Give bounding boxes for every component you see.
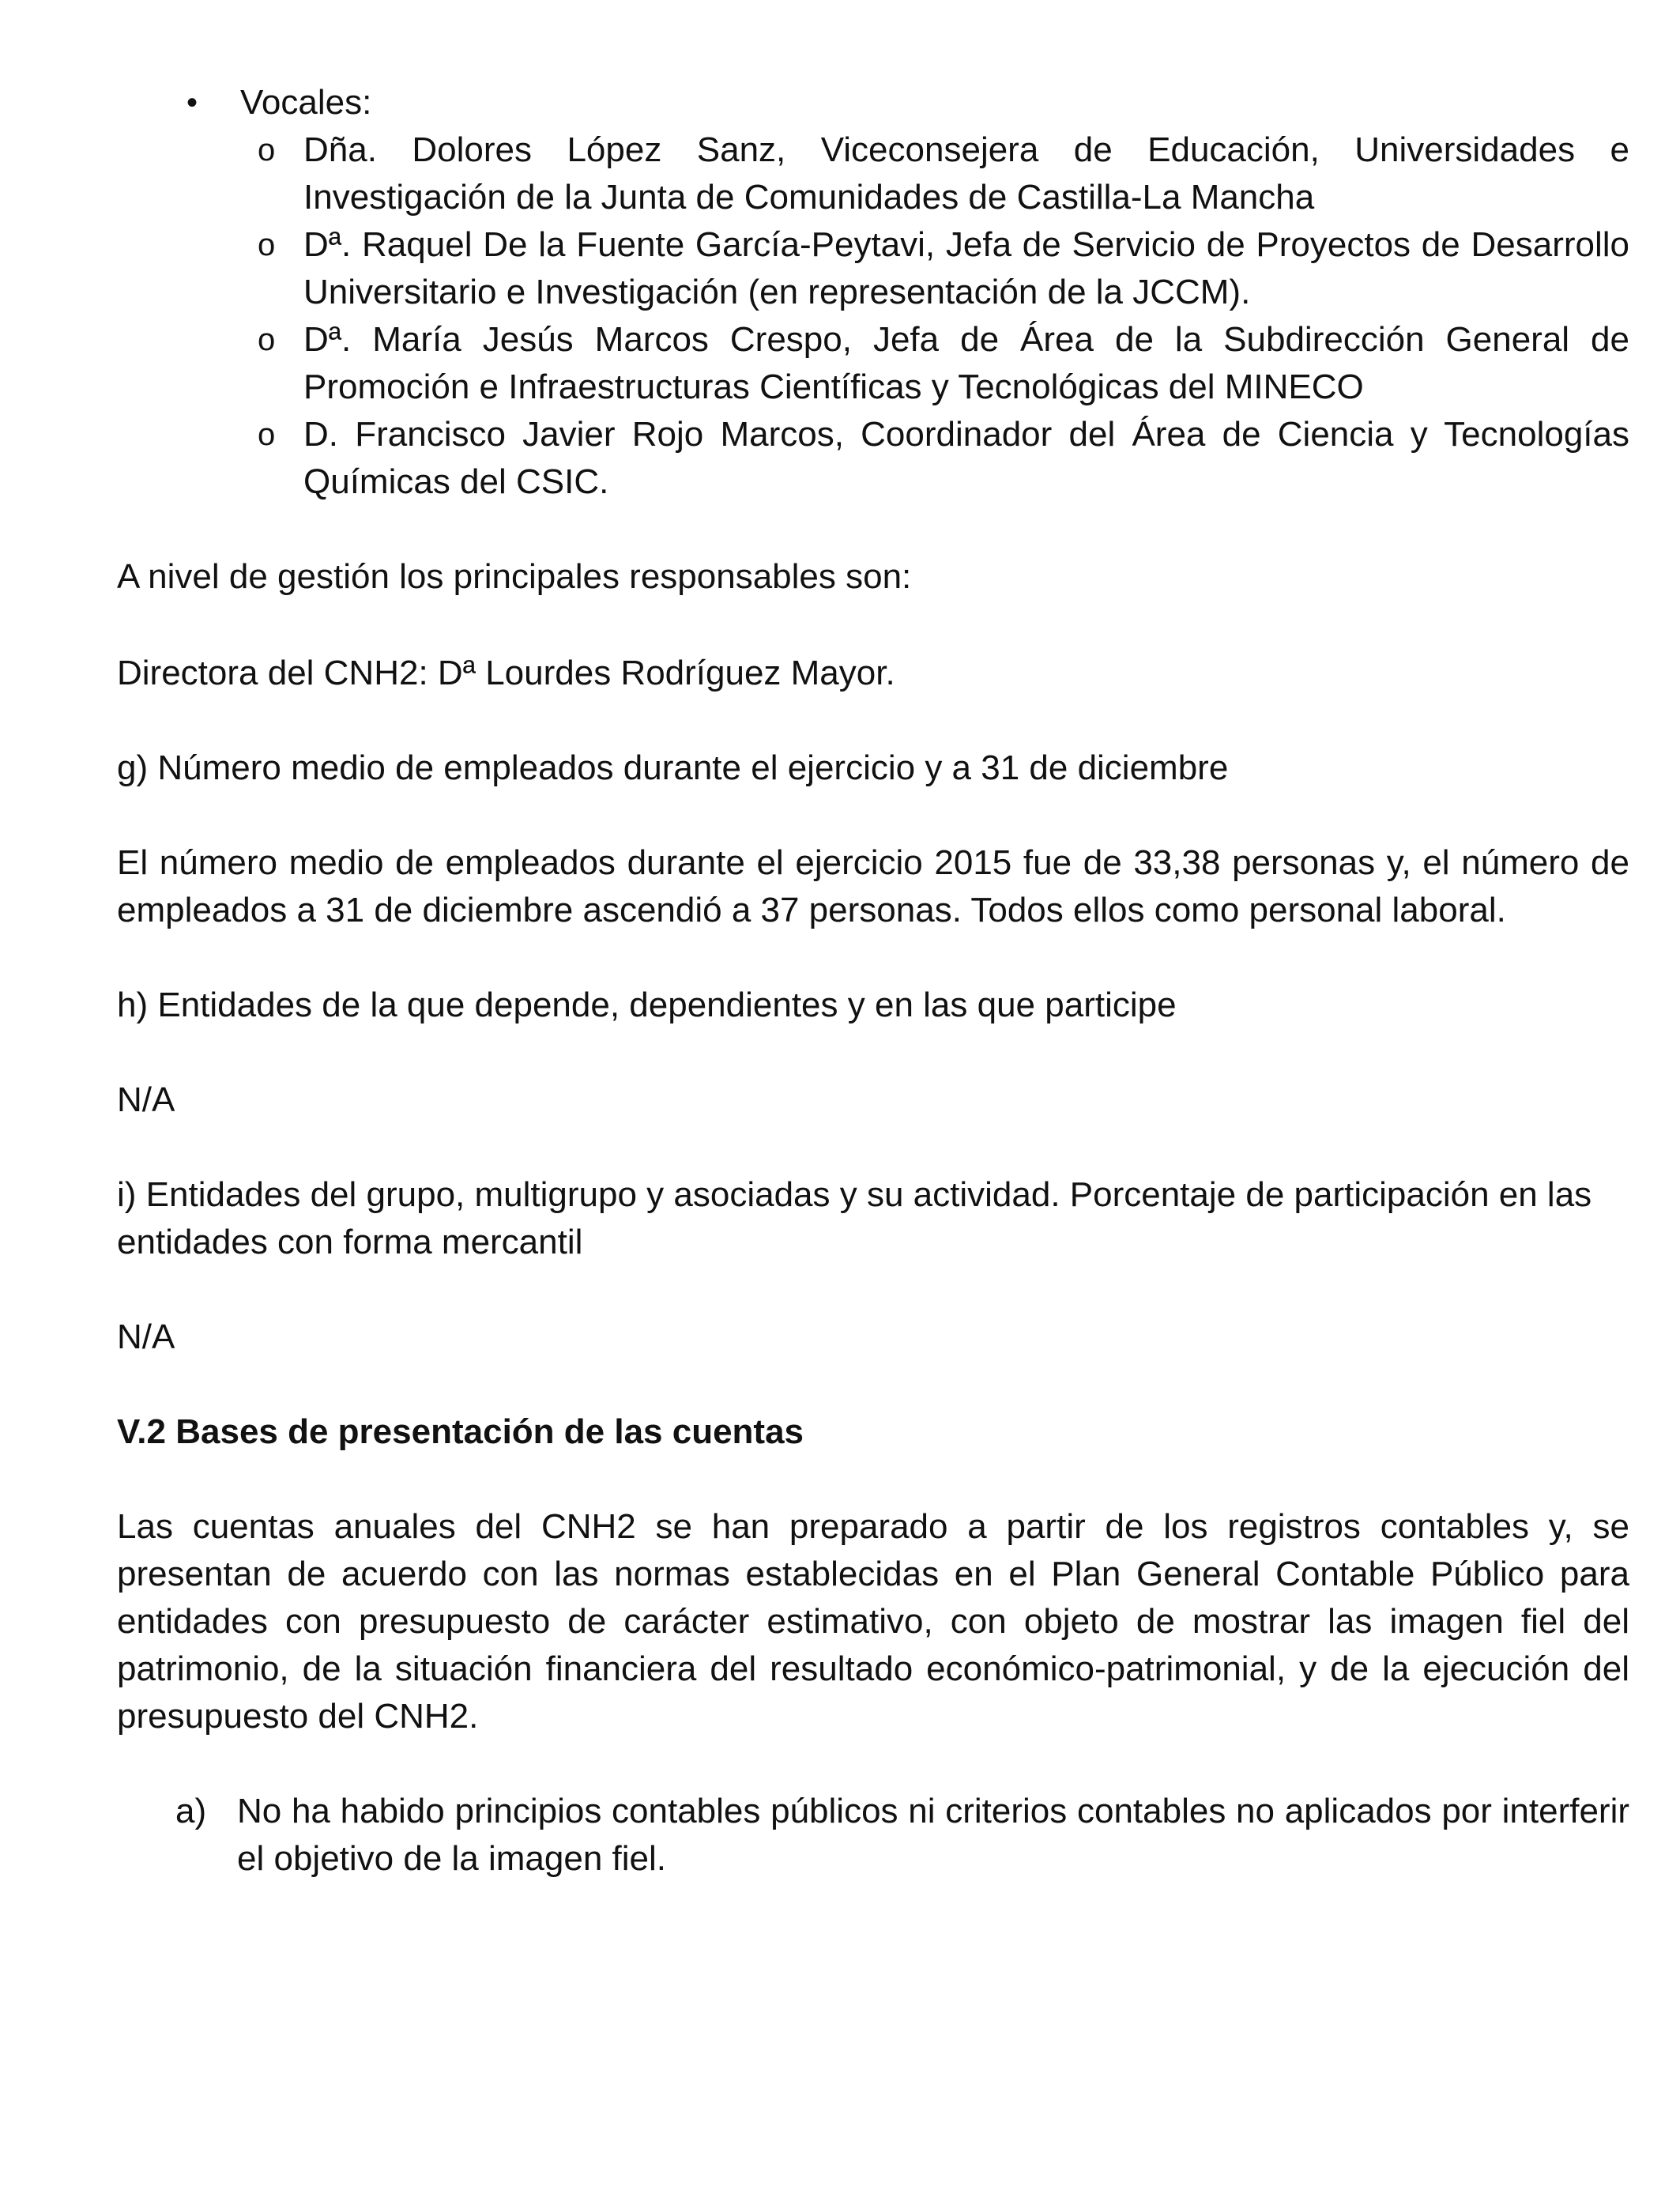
circle-bullet-icon: o (258, 228, 276, 262)
vocal-text: Dña. Dolores López Sanz, Viceconsejera de Educación, Universidades e Investigación de la Junta de Comunidades de Castilla-La Mancha (303, 130, 1629, 217)
circle-bullet-icon: o (258, 322, 276, 357)
vocales-list (117, 126, 1629, 506)
list-item-text: No ha habido principios contables públicos ni criterios contables no aplicados por interferir el objetivo de la imagen fiel. (237, 1792, 1629, 1878)
section-i-title: i) Entidades del grupo, multigrupo y asociadas y su actividad. Porcentaje de participación en las entidades con forma mercantil (117, 1175, 1592, 1261)
list-marker: a) (175, 1792, 207, 1830)
section-v2-heading: V.2 Bases de presentación de las cuentas (117, 1412, 804, 1451)
section-v2-body: Las cuentas anuales del CNH2 se han preparado a partir de los registros contables y, se presentan de acuerdo con las normas establecidas en el Plan General Contable Público para entidades con presupuesto de carácter estimativo, con objeto de mostrar las imagen fiel del patrimonio, de la situación financiera del resultado económico-patrimonial, y de la ejecución del presupuesto del CNH2. (117, 1507, 1629, 1736)
section-g-body: El número medio de empleados durante el ejercicio 2015 fue de 33,38 personas y, el número de empleados a 31 de diciembre ascendió a 37 personas. Todos ellos como personal laboral. (117, 843, 1629, 929)
vocales-label: Vocales: (240, 83, 372, 122)
document-page (117, 79, 1629, 1883)
gestion-intro: A nivel de gestión los principales responsables son: (117, 557, 912, 596)
list-item (117, 411, 1629, 506)
list-item (117, 316, 1629, 411)
section-v2-list (117, 1788, 1629, 1883)
bullet-icon: • (186, 85, 198, 120)
vocal-text: Dª. Raquel De la Fuente García-Peytavi, Jefa de Servicio de Proyectos de Desarrollo Universitario e Investigación (en representación de la JCCM). (303, 225, 1629, 311)
vocal-text: Dª. María Jesús Marcos Crespo, Jefa de Área de la Subdirección General de Promoción e Infraestructuras Científicas y Tecnológicas del MINECO (303, 320, 1629, 406)
circle-bullet-icon: o (258, 417, 276, 452)
section-h-body: N/A (117, 1080, 175, 1119)
list-item (117, 1788, 1629, 1883)
section-g-title: g) Número medio de empleados durante el ejercicio y a 31 de diciembre (117, 748, 1229, 787)
directora-line: Directora del CNH2: Dª Lourdes Rodríguez Mayor. (117, 654, 895, 692)
section-h-title: h) Entidades de la que depende, dependientes y en las que participe (117, 986, 1177, 1024)
list-item (117, 126, 1629, 221)
vocal-text: D. Francisco Javier Rojo Marcos, Coordinador del Área de Ciencia y Tecnologías Químicas del CSIC. (303, 415, 1629, 501)
vocales-bullet-item (117, 79, 1629, 126)
circle-bullet-icon: o (258, 133, 276, 168)
section-i-body: N/A (117, 1318, 175, 1356)
list-item (117, 221, 1629, 316)
